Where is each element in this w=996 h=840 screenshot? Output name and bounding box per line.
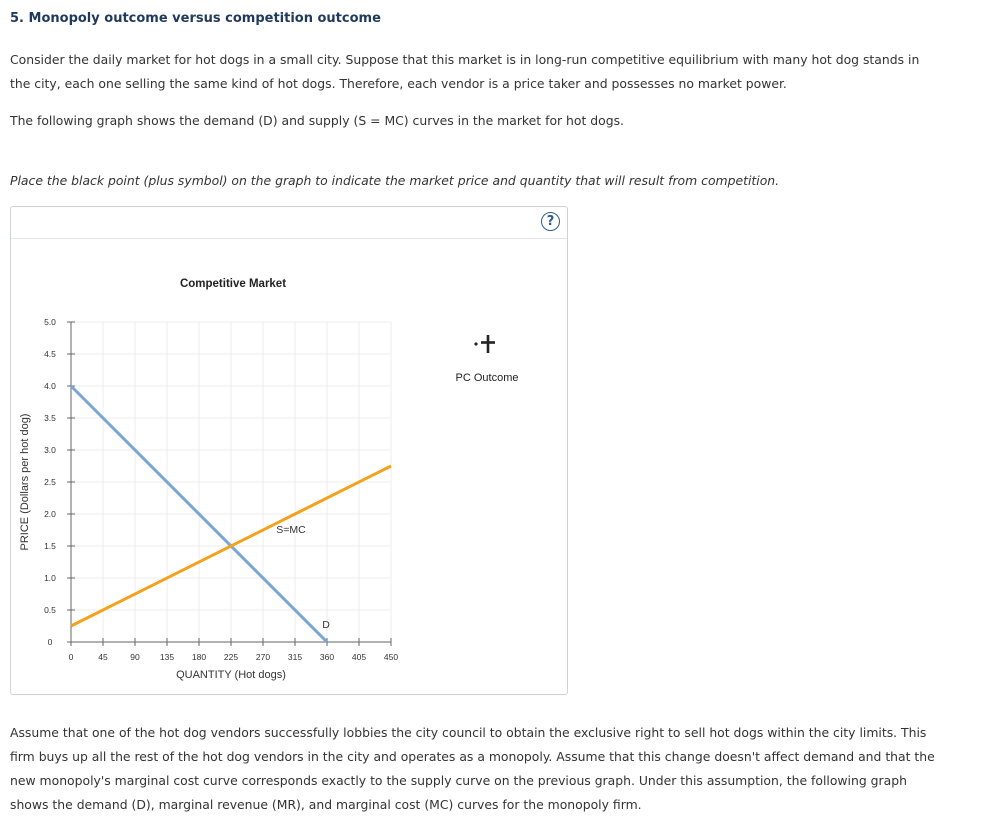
demand-curve-label: D [322,619,330,631]
y-tick-label: 2.5 [44,477,56,487]
graph-description: The following graph shows the demand (D) and supply (S = MC) curves in the market for hot dogs. [10,113,624,128]
help-button[interactable]: ? [541,212,560,231]
x-tick-label: 405 [351,652,367,662]
x-tick-label: 90 [130,652,140,662]
x-tick-label: 0 [68,652,74,662]
pc-outcome-dot[interactable] [474,342,477,345]
followup-paragraph: Assume that one of the hot dog vendors successfully lobbies the city council to obtain the exclusive right to sell hot dogs within the city limits. This firm buys up all the rest of the hot dog vendors in the city and operates as a monopoly. Assume that this change doesn't affect demand and that the new monopoly's marginal cost curve corresponds exactly to the supply curve on the previous graph. Under this assumption, the following graph shows the demand (D), marginal revenue (MR), and marginal cost (MC) curves for the monopoly firm. [10,725,935,812]
supply-curve-label: S=MC [276,524,306,536]
y-tick-label: 3.0 [44,445,56,455]
question-title: 5. Monopoly outcome versus competition outcome [10,11,381,26]
instruction-text: Place the black point (plus symbol) on the graph to indicate the market price and quantity that will result from competition. [10,173,780,188]
y-tick-label: 0 [47,637,53,647]
intro-paragraph: Consider the daily market for hot dogs in a small city. Suppose that this market is in long-run competitive equilibrium with many hot dog stands in the city, each one selling the same kind of hot dogs. Therefore, each vendor is a price taker and possesses no market power. [10,52,920,91]
x-tick-label: 225 [223,652,239,662]
x-tick-label: 360 [319,652,335,662]
y-tick-label: 1.0 [44,573,56,583]
y-tick-label: 3.5 [44,413,56,423]
x-tick-label: 315 [287,652,303,662]
y-tick-label: 0.5 [44,605,56,615]
chart-title: Competitive Market [179,278,287,290]
pc-outcome-tool[interactable] [474,335,495,353]
y-tick-label: 2.0 [44,509,56,519]
x-tick-label: 270 [255,652,271,662]
y-tick-label: 5.0 [44,317,56,327]
y-tick-label: 1.5 [44,541,56,551]
y-axis-label: PRICE (Dollars per hot dog) [19,413,31,551]
graph-panel [10,206,568,695]
x-tick-label: 45 [98,652,108,662]
competitive-market-chart[interactable] [11,207,567,694]
pc-outcome-label: PC Outcome [455,372,519,384]
x-tick-label: 180 [191,652,207,662]
x-tick-label: 450 [383,652,399,662]
x-axis-label: QUANTITY (Hot dogs) [176,669,286,681]
y-tick-label: 4.0 [44,381,56,391]
y-tick-label: 4.5 [44,349,56,359]
x-tick-label: 135 [159,652,175,662]
